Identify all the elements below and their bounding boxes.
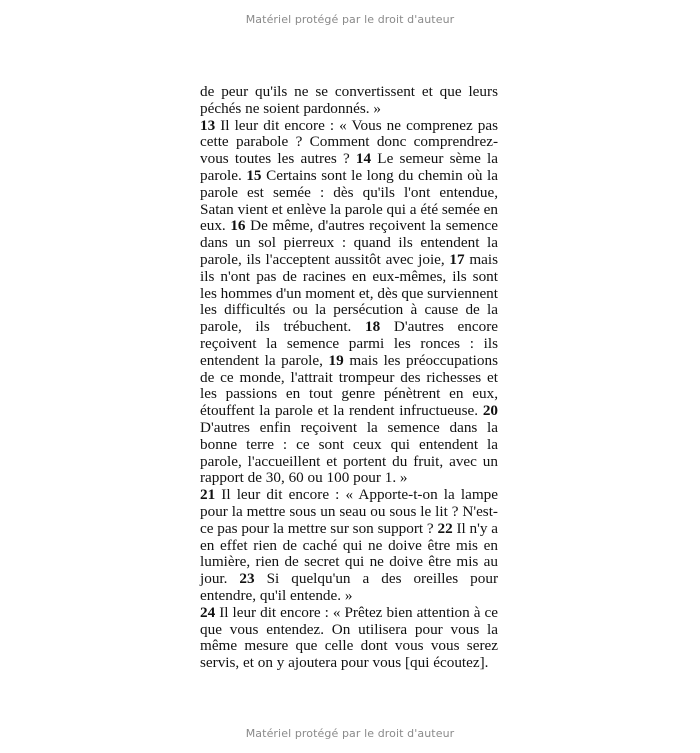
verse-text: Il leur dit encore : « Apporte-t-on la lampe pour la mettre sous un seau ou sous le lit ? N'est-ce pas pour la mettre sur son support ? — [200, 486, 498, 537]
page-body-text — [200, 84, 498, 672]
verse-text: D'autres encore reçoivent la semence parmi les ronces : ils entendent la parole, — [200, 318, 499, 369]
paragraph — [200, 605, 498, 672]
verse-text: Si quelqu'un a des oreilles pour entendre, qu'il entende. » — [200, 570, 498, 604]
verse-number: 17 — [449, 250, 465, 268]
verse-text: Le semeur sème la parole. — [200, 150, 498, 184]
verse-number: 22 — [437, 519, 453, 537]
verse-number: 15 — [246, 166, 262, 184]
verse-text: Il n'y a en effet rien de caché qui ne doive être mis en lumière, rien de secret qui ne doive être mis au jour. — [200, 519, 498, 588]
verse-number: 16 — [230, 217, 246, 235]
verse-number: 13 — [200, 116, 216, 134]
verse-number: 24 — [200, 603, 216, 621]
copyright-watermark-bottom: Matériel protégé par le droit d'auteur — [245, 727, 455, 740]
paragraph — [200, 118, 498, 488]
verse-number: 23 — [239, 570, 255, 588]
verse-number: 19 — [328, 351, 344, 369]
paragraph — [200, 84, 498, 118]
copyright-watermark-top: Matériel protégé par le droit d'auteur — [245, 13, 455, 26]
verse-text: D'autres enfin reçoivent la semence dans la bonne terre : ce sont ceux qui entendent la parole, l'accueillent et portent du fruit, avec un rapport de 30, 60 ou 100 pour 1. » — [200, 418, 498, 487]
paragraph — [200, 487, 498, 605]
verse-number: 18 — [365, 318, 381, 336]
verse-text: Il leur dit encore : « Prêtez bien attention à ce que vous entendez. On utilisera pour vous la même mesure que celle dont vous vous serez servis, et on y ajoutera pour vous [qui écoutez]. — [200, 603, 498, 672]
verse-number: 14 — [355, 150, 372, 168]
verse-number: 20 — [482, 402, 498, 420]
verse-number: 21 — [200, 486, 216, 504]
verse-text: mais les préoccupations de ce monde, l'attrait trompeur des richesses et les passions en tout genre pénètrent en eux, étouffent la parole et la rendent infructueuse. — [200, 351, 498, 420]
verse-text: De même, d'autres reçoivent la semence dans un sol pierreux : quand ils entendent la parole, ils l'acceptent aussitôt avec joie, — [200, 217, 499, 268]
verse-text: mais ils n'ont pas de racines en eux-mêmes, ils sont les hommes d'un moment et, dès que surviennent les difficultés ou la persécution à cause de la parole, ils trébuchent. — [200, 250, 498, 336]
verse-text: Certains sont le long du chemin où la parole est semée : dès qu'ils l'ont entendue, Satan vient et enlève la parole qui a été semée en eux. — [200, 166, 499, 235]
verse-text: Il leur dit encore : « Vous ne comprenez pas cette parabole ? Comment donc comprendrez-vous toutes les autres ? — [200, 116, 498, 168]
verse-text: de peur qu'ils ne se convertissent et que leurs péchés ne soient pardonnés. » — [200, 83, 498, 117]
